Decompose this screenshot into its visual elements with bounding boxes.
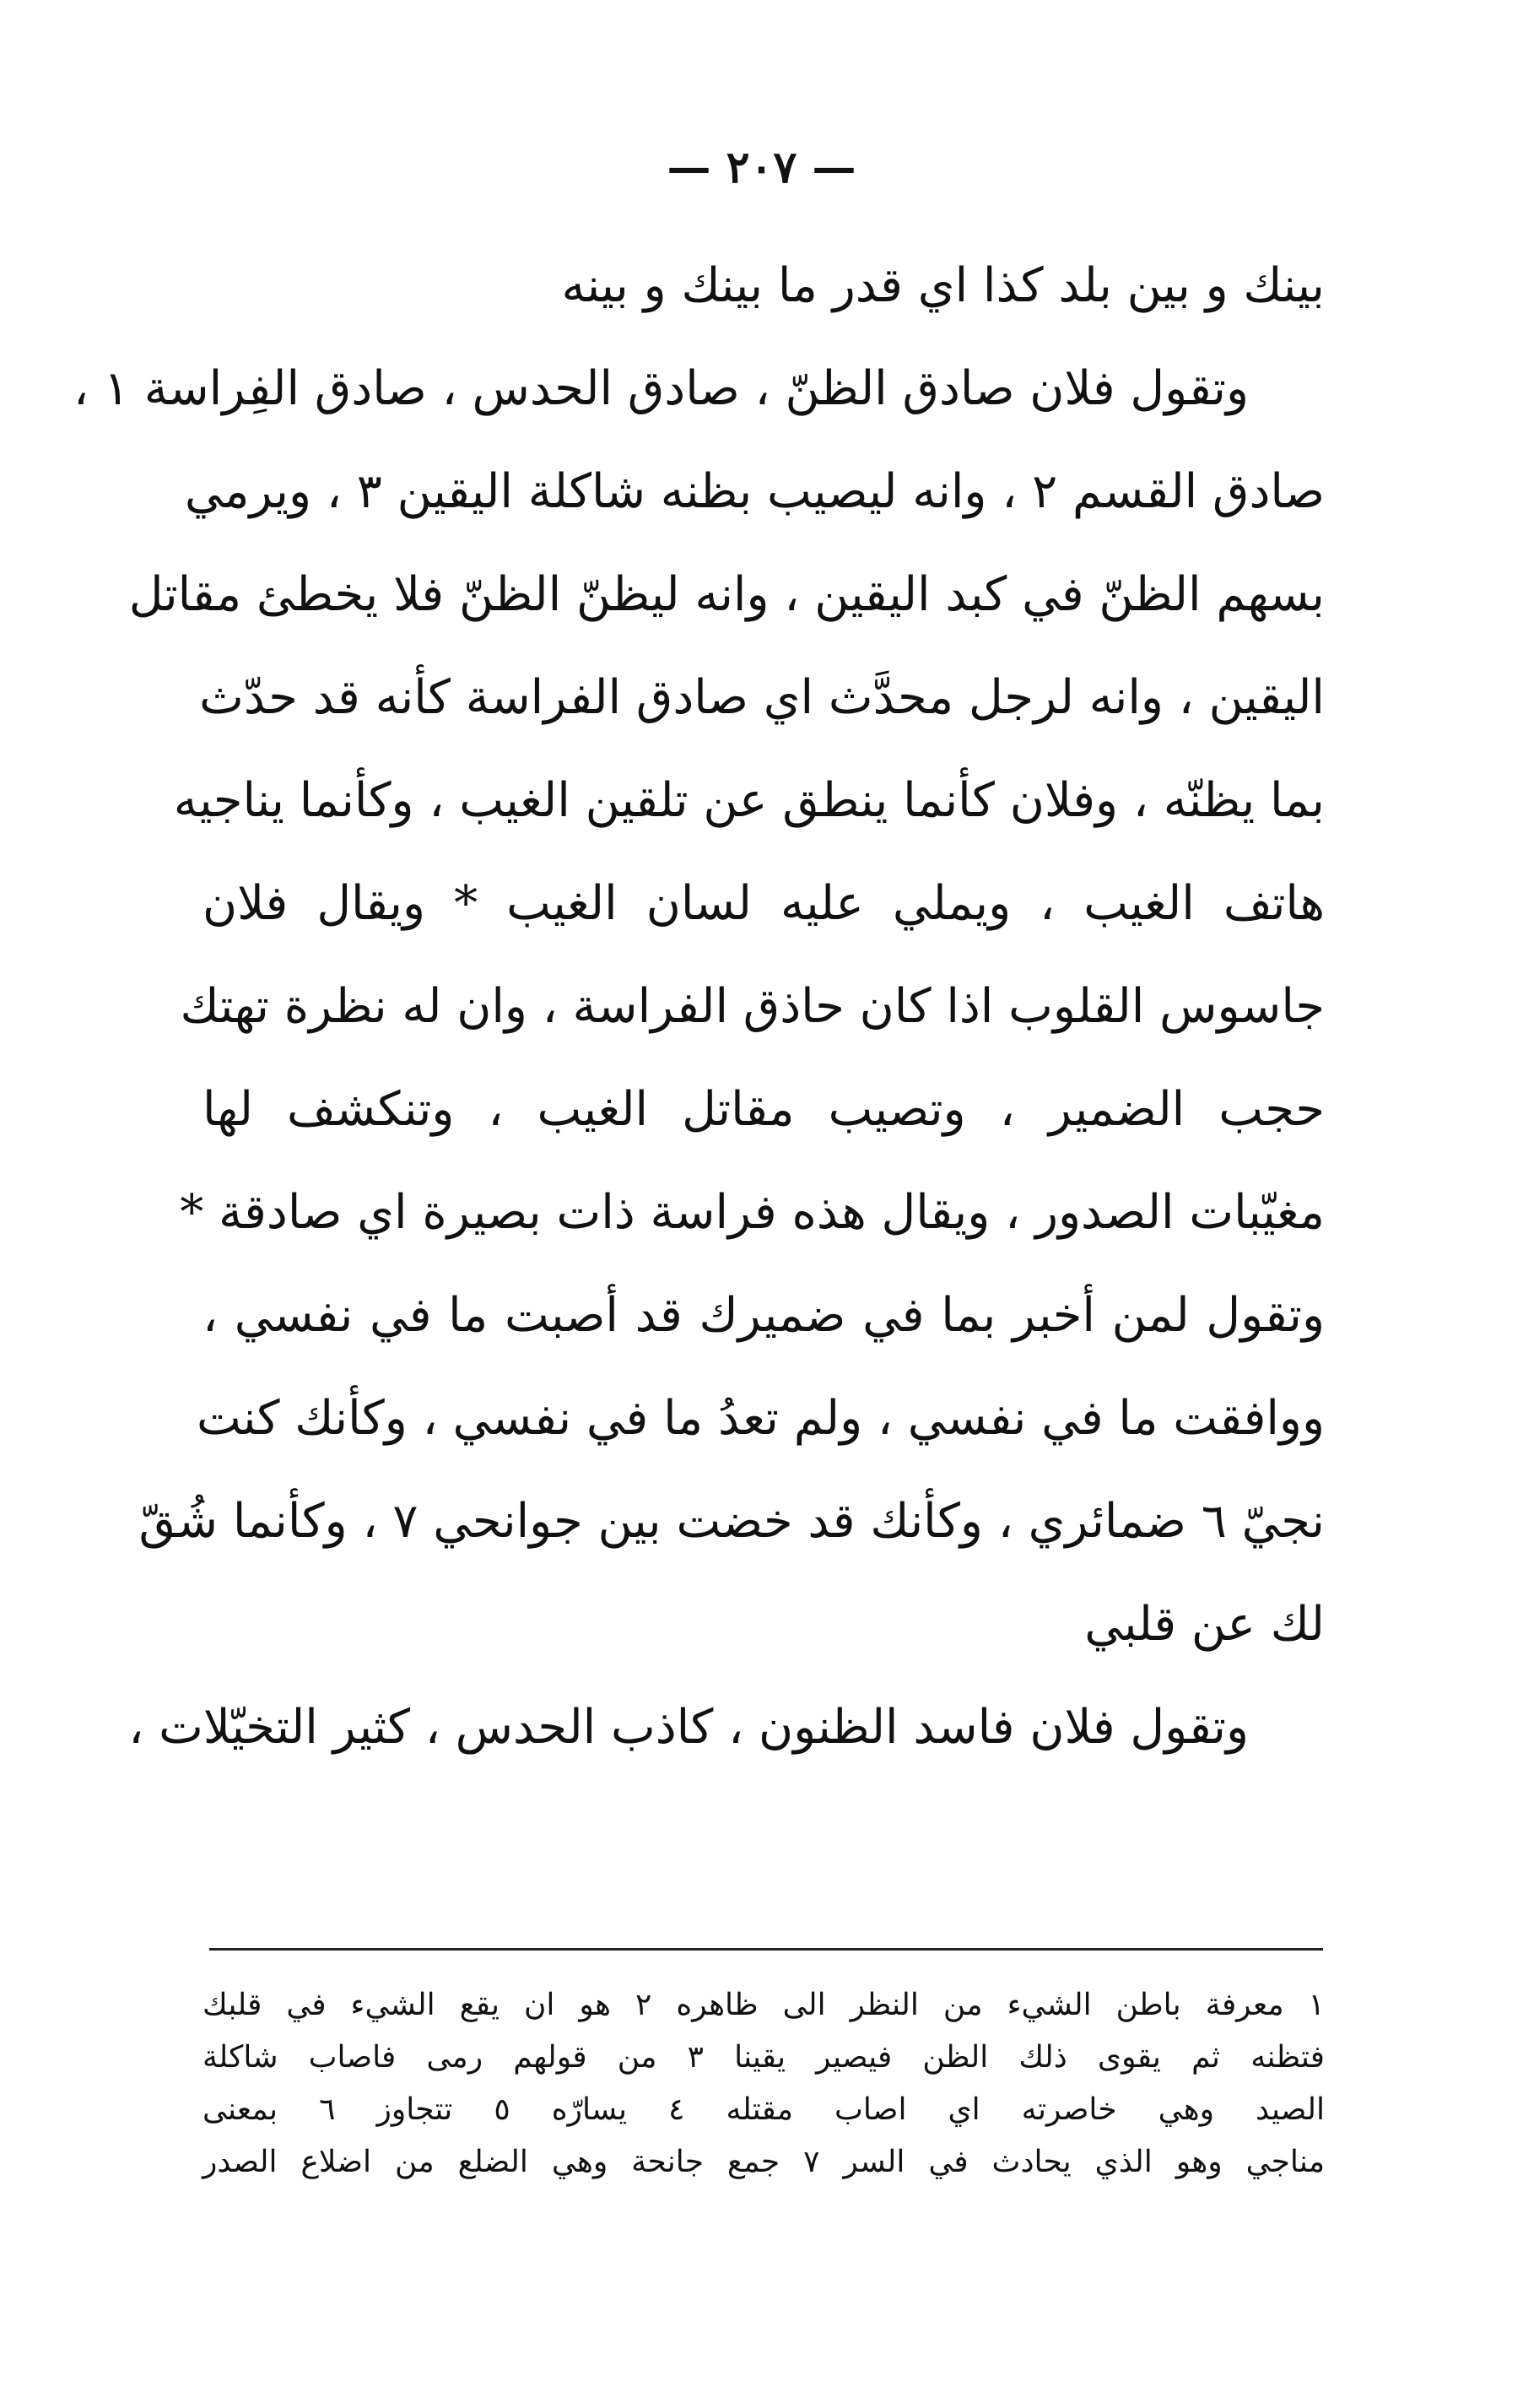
text-line: نجيّ ٦ ضمائري ، وكأنك قد خضت بين جوانحي ٧ ، وكأنما شُقّ [138,1494,1325,1549]
text-line: بما يظنّه ، وفلان كأنما ينطق عن تلقين الغيب ، وكأنما يناجيه [173,773,1325,828]
footnote-divider [209,1948,1323,1951]
text-line: جاسوس القلوب اذا كان حاذق الفراسة ، وان له نظرة تهتك [180,979,1325,1034]
text-line: حجب الضمير ، وتصيب مقاتل الغيب ، وتنكشف لها [203,1082,1325,1137]
text-line: وتقول لمن أخبر بما في ضميرك قد أصبت ما في نفسي ، [203,1288,1325,1343]
text-line: بسهم الظنّ في كبد اليقين ، وانه ليظنّ الظنّ فلا يخطئ مقاتل [128,567,1325,622]
footnote-line: مناجي وهو الذي يحادث في السر ٧ جمع جانحة وهي الضلع من اضلاع الصدر [203,2145,1326,2179]
text-line: بينك و بين بلد كذا اي قدر ما بينك و بينه [561,258,1325,313]
main-text-body [73,235,1325,1779]
footnote-line: الصيد وهي خاصرته اي اصاب مقتله ٤ يسارّه ٥ تتجاوز ٦ بمعنى [203,2092,1326,2127]
footnotes-section [203,1979,1325,2189]
footnote-line: فتظنه ثم يقوى ذلك الظن فيصير يقينا ٣ من قولهم رمى فاصاب شاكلة [203,2040,1325,2075]
text-line: ووافقت ما في نفسي ، ولم تعدُ ما في نفسي ، وكأنك كنت [196,1391,1325,1446]
text-line: وتقول فلان فاسد الظنون ، كاذب الحدس ، كثير التخيّلات ، [128,1700,1249,1755]
text-line: هاتف الغيب ، ويملي عليه لسان الغيب * ويقال فلان [203,876,1325,931]
page-number: — ٢٠٧ — [667,142,856,193]
text-line: صادق القسم ٢ ، وانه ليصيب بظنه شاكلة اليقين ٣ ، ويرمي [184,464,1325,519]
footnote-line: ١ معرفة باطن الشيء من النظر الى ظاهره ٢ هو ان يقع الشيء في قلبك [203,1988,1326,2022]
text-line: مغيّبات الصدور ، ويقال هذه فراسة ذات بصيرة اي صادقة * [180,1185,1325,1240]
text-line: وتقول فلان صادق الظنّ ، صادق الحدس ، صادق الفِراسة ١ ، [73,361,1249,416]
text-line: لك عن قلبي [1084,1597,1325,1652]
text-line: اليقين ، وانه لرجل محدَّث اي صادق الفراسة كأنه قد حدّث [199,670,1325,725]
